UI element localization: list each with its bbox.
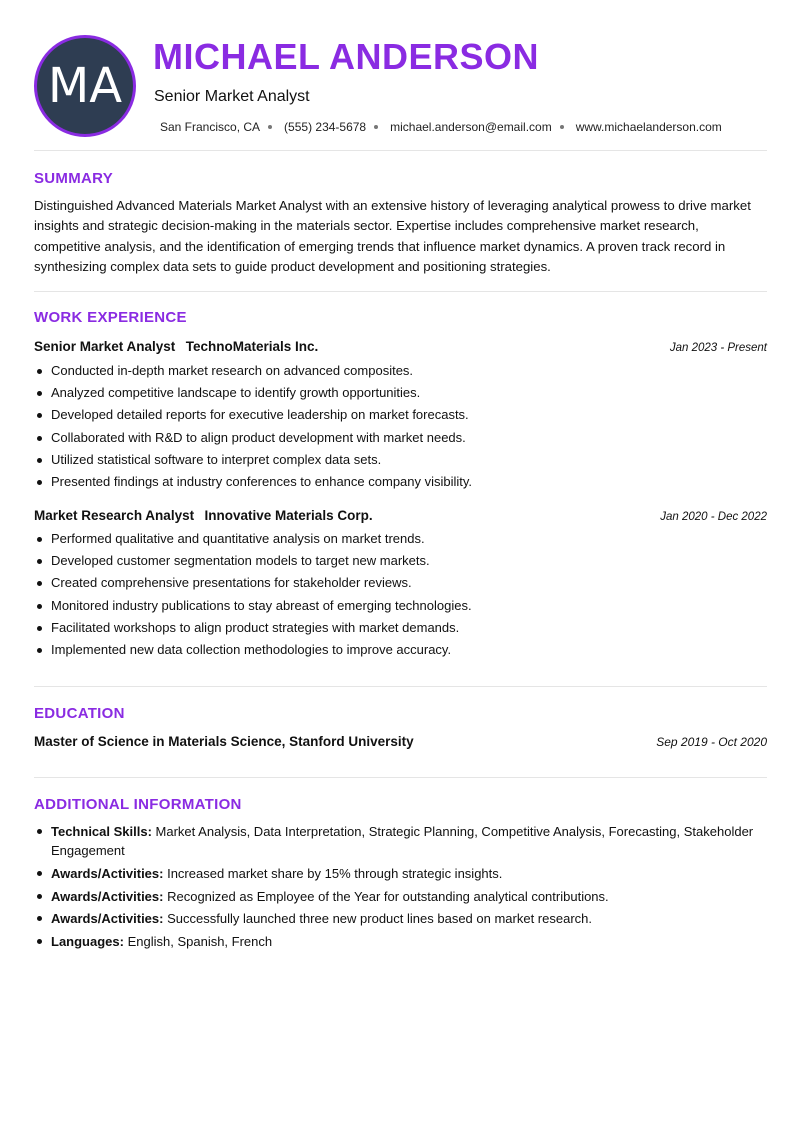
candidate-title: Senior Market Analyst	[154, 88, 310, 105]
education-dates: Sep 2019 - Oct 2020	[656, 735, 767, 749]
candidate-name: MICHAEL ANDERSON	[153, 36, 540, 77]
divider	[34, 777, 767, 778]
divider	[34, 686, 767, 687]
list-item: Developed customer segmentation models to target new markets.	[34, 550, 767, 572]
info-label: Awards/Activities:	[51, 866, 164, 881]
list-item: Developed detailed reports for executive leadership on market forecasts.	[34, 404, 767, 426]
job-dates: Jan 2023 - Present	[669, 342, 767, 354]
education-degree: Master of Science in Materials Science, Stanford University	[34, 734, 414, 749]
list-item	[34, 932, 769, 951]
list-item	[34, 864, 769, 883]
list-item: Facilitated workshops to align product strategies with market demands.	[34, 617, 767, 639]
job-role: Market Research Analyst	[34, 508, 195, 523]
info-text: English, Spanish, French	[127, 934, 273, 949]
list-item: Created comprehensive presentations for stakeholder reviews.	[34, 572, 767, 594]
list-item: Presented findings at industry conferences to enhance company visibility.	[34, 471, 767, 493]
contact-email[interactable]: michael.anderson@email.com	[390, 120, 552, 134]
contact-website[interactable]: www.michaelanderson.com	[575, 120, 722, 134]
list-item: Analyzed competitive landscape to identify growth opportunities.	[34, 382, 767, 404]
summary-heading: SUMMARY	[34, 170, 114, 187]
list-item: Monitored industry publications to stay abreast of emerging technologies.	[34, 595, 767, 617]
info-label: Awards/Activities:	[51, 888, 164, 904]
job-company: TechnoMaterials Inc.	[185, 339, 319, 354]
list-item	[34, 822, 769, 860]
list-item: Conducted in-depth market research on advanced composites.	[34, 360, 767, 382]
list-item	[34, 887, 769, 906]
list-item: Implemented new data collection methodologies to improve accuracy.	[34, 639, 767, 661]
info-text: Successfully launched three new product lines based on market research.	[167, 911, 592, 926]
info-label: Languages:	[51, 934, 124, 949]
separator-dot	[560, 125, 564, 129]
job-role: Senior Market Analyst	[34, 339, 176, 354]
separator-dot	[268, 125, 272, 129]
job-bullets	[34, 360, 767, 493]
additional-info-list	[34, 822, 769, 955]
job-dates: Jan 2020 - Dec 2022	[660, 511, 767, 523]
list-item: Utilized statistical software to interpret complex data sets.	[34, 449, 767, 471]
job-company: Innovative Materials Corp.	[204, 508, 373, 523]
info-label: Awards/Activities:	[51, 911, 164, 926]
list-item: Collaborated with R&D to align product development with market needs.	[34, 427, 767, 449]
separator-dot	[374, 125, 378, 129]
contact-phone: (555) 234-5678	[284, 120, 367, 134]
avatar-initials: MA	[47, 58, 123, 114]
work-experience-heading: WORK EXPERIENCE	[34, 309, 187, 326]
avatar	[34, 35, 136, 137]
education-entry	[34, 734, 767, 749]
info-text: Increased market share by 15% through strategic insights.	[167, 866, 503, 881]
education-heading: EDUCATION	[34, 705, 125, 722]
divider	[34, 291, 767, 292]
summary-text: Distinguished Advanced Materials Market Analyst with an extensive history of leveraging analytical prowess to drive market insights and strategic decision-making in the materials sector. Expertise includes comprehensive market research, competitive analysis, and the identification of emerging trends that influence market dynamics. A proven track record in synthesizing complex data sets to guide product development and positioning strategies.	[34, 198, 751, 274]
info-text: Recognized as Employee of the Year for outstanding analytical contributions.	[167, 888, 609, 904]
job-header	[34, 338, 767, 356]
additional-info-heading: ADDITIONAL INFORMATION	[34, 796, 242, 813]
job-bullets	[34, 528, 767, 661]
list-item	[34, 909, 769, 928]
info-text: Market Analysis, Data Interpretation, Strategic Planning, Competitive Analysis, Forecasting, Stakeholder Engagement	[51, 824, 754, 858]
list-item: Performed qualitative and quantitative analysis on market trends.	[34, 528, 767, 550]
divider	[34, 150, 767, 151]
contact-line	[160, 120, 722, 134]
contact-location: San Francisco, CA	[160, 120, 261, 134]
job-header	[34, 507, 767, 525]
info-label: Technical Skills:	[51, 824, 152, 839]
